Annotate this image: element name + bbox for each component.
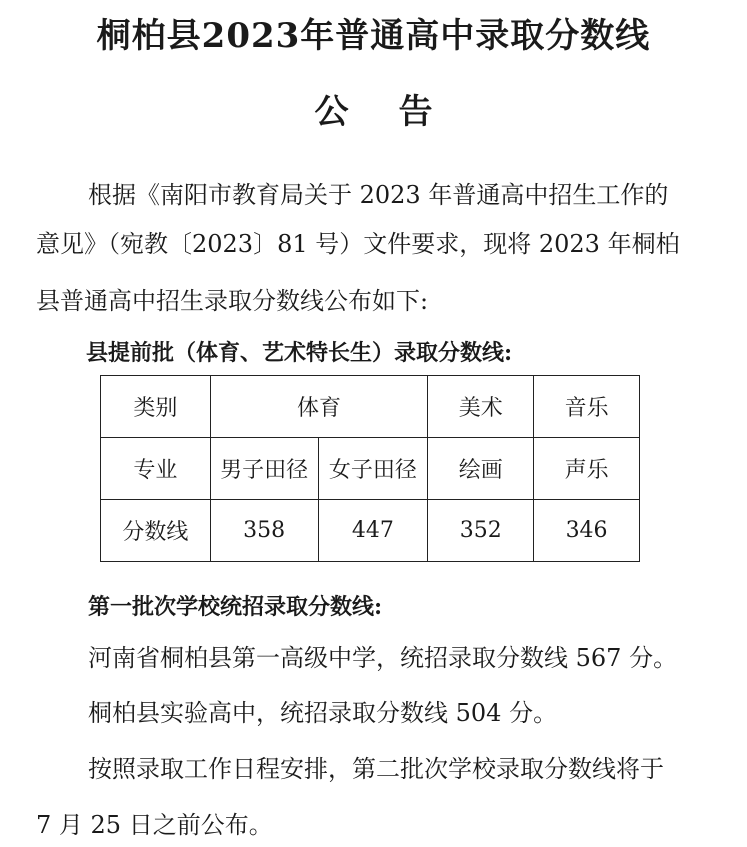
table-cell-score-label: 分数线	[101, 500, 211, 562]
table-cell-music: 音乐	[534, 376, 640, 438]
table-cell-major-label: 专业	[101, 438, 211, 500]
table-cell-score: 447	[318, 500, 428, 562]
table-cell-score: 358	[210, 500, 318, 562]
intro-line-3: 县普通高中招生录取分数线公布如下:	[36, 287, 429, 315]
table-row	[101, 438, 640, 500]
table-cell-major: 绘画	[428, 438, 534, 500]
intro-line-2: 意见》（宛教〔2023〕81 号）文件要求，现将 2023 年桐柏	[36, 230, 680, 258]
closing-line-1: 按照录取工作日程安排，第二批次学校录取分数线将于	[88, 755, 664, 783]
table-cell-major: 男子田径	[210, 438, 318, 500]
table-cell-sports: 体育	[210, 376, 428, 438]
intro-line-1: 根据《南阳市教育局关于 2023 年普通高中招生工作的	[88, 181, 669, 209]
page-title: 桐柏县2023年普通高中录取分数线	[96, 16, 651, 56]
section-heading-first-batch: 第一批次学校统招录取分数线:	[88, 594, 383, 620]
table-row	[101, 376, 640, 438]
school-line-1: 河南省桐柏县第一高级中学，统招录取分数线 567 分。	[88, 644, 678, 672]
school-line-2: 桐柏县实验高中，统招录取分数线 504 分。	[88, 699, 558, 727]
closing-line-2: 7 月 25 日之前公布。	[36, 811, 273, 839]
page-subtitle: 公告	[314, 92, 483, 132]
score-table	[100, 375, 640, 562]
section-heading-early-batch: 县提前批（体育、艺术特长生）录取分数线:	[86, 340, 513, 366]
table-cell-score: 352	[428, 500, 534, 562]
table-row	[101, 500, 640, 562]
table-cell-score: 346	[534, 500, 640, 562]
table-cell-major: 女子田径	[318, 438, 428, 500]
table-cell-art: 美术	[428, 376, 534, 438]
table-cell-category-label: 类别	[101, 376, 211, 438]
table-cell-major: 声乐	[534, 438, 640, 500]
